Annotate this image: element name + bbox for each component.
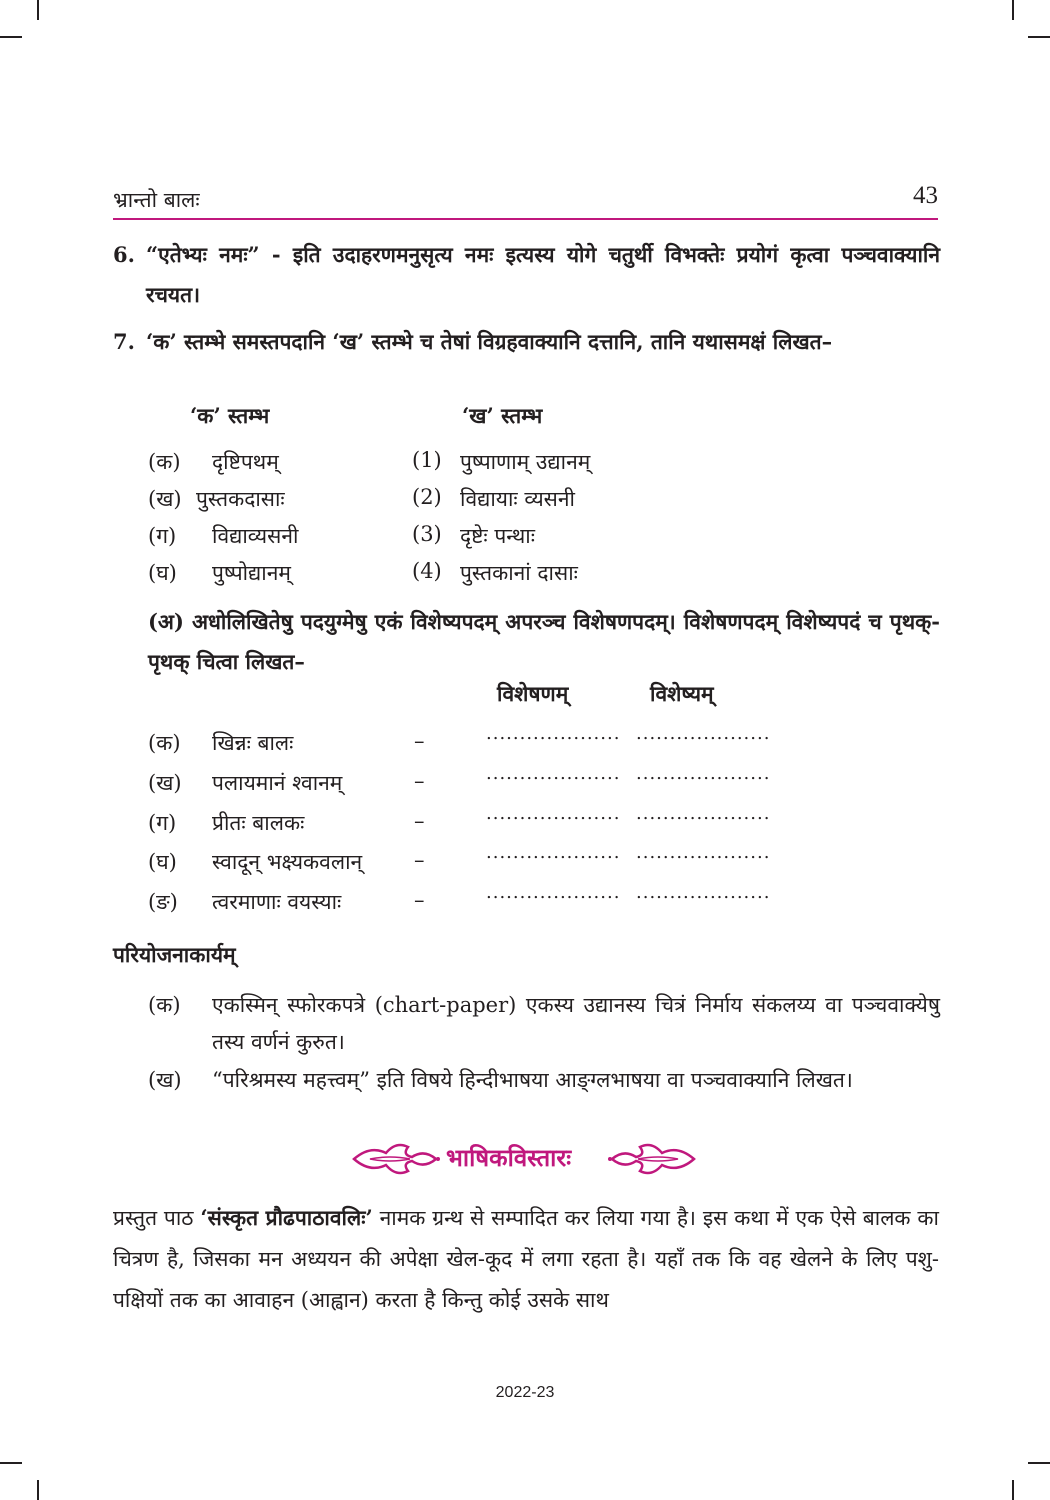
running-header — [113, 182, 938, 220]
item-label: (ख) — [148, 1068, 182, 1092]
column-b-heading: ‘ख’ स्तम्भ — [462, 403, 543, 428]
question-text: “एतेभ्यः नमः” - इति उदाहरणमनुसृत्य नमः इत्यस्य योगे चतुर्थी विभक्तेः प्रयोगं कृत्वा पञ्चवाक्यानि रचयत। — [146, 242, 940, 307]
row-number: (1) — [412, 448, 442, 472]
compound-word: पुस्तकदासाः — [196, 487, 285, 511]
compound-word: विद्याव्यसनी — [212, 524, 299, 548]
word-pair: त्वरमाणाः वयस्याः — [212, 890, 342, 914]
intro-prefix: प्रस्तुत पाठ — [113, 1206, 201, 1230]
banner-title: भाषिकविस्तारः — [446, 1143, 572, 1172]
question-number: 6. — [113, 242, 135, 267]
row-label: (घ) — [148, 561, 177, 585]
intro-paragraph — [113, 1197, 939, 1321]
row-label: (ख) — [148, 487, 182, 511]
page-number: 43 — [913, 182, 938, 209]
blank-line: .................... — [486, 723, 621, 744]
crop-mark — [0, 36, 22, 38]
dash: – — [414, 888, 425, 912]
blank-line: .................... — [636, 723, 771, 744]
row-label: (ग) — [148, 811, 177, 835]
crop-mark — [0, 1462, 22, 1464]
crop-mark — [37, 1480, 39, 1500]
row-label: (घ) — [148, 850, 177, 874]
crop-mark — [37, 0, 39, 20]
item-label: (क) — [148, 993, 181, 1017]
crop-mark — [1012, 1480, 1014, 1500]
project-item — [148, 1062, 940, 1099]
blank-line: .................... — [636, 842, 771, 863]
project-item — [148, 987, 940, 1061]
row-number: (4) — [412, 559, 442, 583]
dash: – — [414, 729, 425, 753]
compound-word: पुष्पोद्यानम् — [212, 561, 291, 585]
blank-line: .................... — [636, 763, 771, 784]
word-pair: स्वादून् भक्ष्यकवलान् — [212, 850, 363, 874]
item-text: एकस्मिन् स्फोरकपत्रे (chart-paper) एकस्य उद्यानस्य चित्रं निर्माय संकलय्य वा पञ्चवाक्येषु तस्य वर्णनं कुरुत। — [212, 993, 940, 1054]
chapter-title: भ्रान्तो बालः — [113, 188, 200, 212]
expansion-text: पुस्तकानां दासाः — [460, 561, 578, 585]
row-label: (क) — [148, 731, 181, 755]
question-6 — [113, 235, 940, 315]
row-label: (ग) — [148, 524, 177, 548]
adjective-column-heading: विशेषणम् — [497, 681, 569, 706]
question-7a — [148, 602, 940, 682]
row-label: (ङ) — [148, 890, 178, 914]
dash: – — [414, 848, 425, 872]
footer-year: 2022-23 — [495, 1384, 555, 1401]
section-heading: परियोजनाकार्यम् — [113, 942, 236, 967]
intro-text: नामक ग्रन्थ से सम्पादित कर लिया गया है। इस कथा में एक ऐसे बालक का चित्रण है, जिसका मन अध्ययन की अपेक्षा खेल-कूद में लगा रहता है। यहाँ तक कि वह खेलने के लिए पशु-पक्षियों तक का आवाहन (आह्वान) करता है किन्तु कोई उसके साथ — [113, 1206, 939, 1312]
ornament-left-icon — [350, 1135, 440, 1183]
crop-mark — [1012, 0, 1014, 20]
blank-line: .................... — [486, 803, 621, 824]
word-pair: प्रीतः बालकः — [212, 811, 305, 835]
blank-line: .................... — [636, 803, 771, 824]
compound-word: दृष्टिपथम् — [212, 450, 279, 474]
blank-line: .................... — [486, 763, 621, 784]
row-label: (ख) — [148, 771, 182, 795]
dash: – — [414, 809, 425, 833]
question-7 — [113, 322, 940, 362]
question-text: (अ) अधोलिखितेषु पदयुग्मेषु एकं विशेष्यपदम् अपरञ्च विशेषणपदम्। विशेषणपदम् विशेष्यपदं च पृथक्-पृथक् चित्वा लिखत– — [148, 609, 940, 674]
crop-mark — [1028, 36, 1050, 38]
blank-line: .................... — [636, 882, 771, 903]
column-a-heading: ‘क’ स्तम्भ — [190, 403, 270, 428]
word-pair: खिन्नः बालः — [212, 731, 294, 755]
expansion-text: दृष्टेः पन्थाः — [460, 524, 535, 548]
row-label: (क) — [148, 450, 181, 474]
question-text: ‘क’ स्तम्भे समस्तपदानि ‘ख’ स्तम्भे च तेषां विग्रहवाक्यानि दत्तानि, तानि यथासमक्षं लिखत– — [146, 329, 833, 354]
book-title: ‘संस्कृत प्रौढपाठावलिः’ — [200, 1205, 373, 1230]
dash: – — [414, 769, 425, 793]
word-pair: पलायमानं श्वानम् — [212, 771, 343, 795]
header-rule — [113, 218, 938, 220]
blank-line: .................... — [486, 842, 621, 863]
expansion-text: विद्यायाः व्यसनी — [460, 487, 575, 511]
row-number: (2) — [412, 485, 442, 509]
question-number: 7. — [113, 329, 135, 354]
noun-column-heading: विशेष्यम् — [650, 681, 714, 706]
item-text: “परिश्रमस्य महत्त्वम्” इति विषये हिन्दीभाषया आङ्ग्लभाषया वा पञ्चवाक्यानि लिखत। — [212, 1068, 853, 1092]
row-number: (3) — [412, 522, 442, 546]
section-banner — [350, 1135, 700, 1183]
crop-mark — [1028, 1462, 1050, 1464]
ornament-right-icon — [608, 1135, 698, 1183]
expansion-text: पुष्पाणाम् उद्यानम् — [460, 450, 591, 474]
blank-line: .................... — [486, 882, 621, 903]
